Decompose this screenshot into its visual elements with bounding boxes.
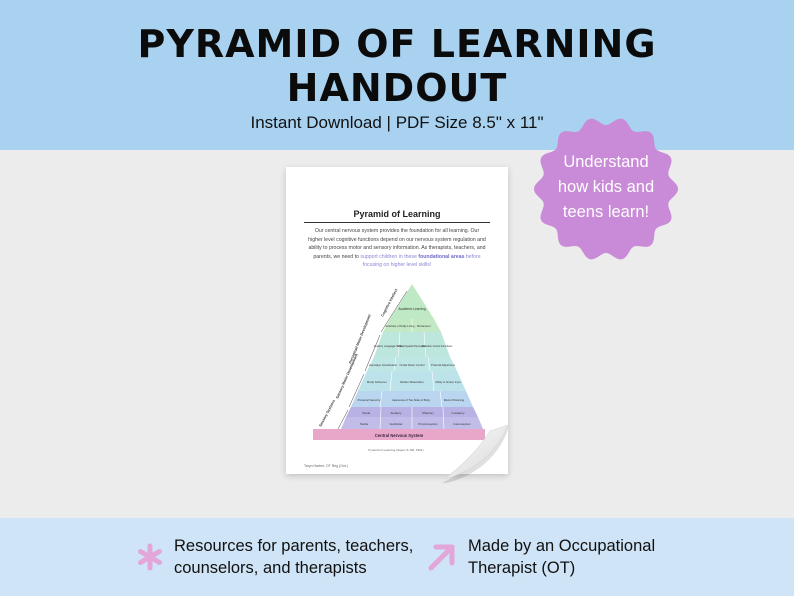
side-label-sensory-systems: Sensory Systems (318, 399, 336, 428)
feature-made-by-ot-text: Made by an Occupational Therapist (OT) (468, 537, 656, 577)
sense-interoception: Interoception (453, 422, 471, 426)
sense-vestibular: Vestibular (389, 422, 403, 426)
side-label-cognitive: Cognitive Intellect (380, 288, 399, 318)
level-hand-eye: Hand-Eye Coordination (369, 364, 397, 367)
level-postural-security: Postural Security (357, 398, 381, 402)
side-label-sensory-motor: Sensory Motor Development (335, 353, 359, 400)
badge-line-1: Understand (563, 153, 649, 171)
level-ocular-motor: Ocular Motor Control (399, 364, 425, 367)
level-screen-input: Ability to Screen Input (435, 381, 461, 384)
handout-source: Pyramid of Learning (Sapon & Taft, 1991) (368, 448, 424, 452)
level-postural-adjustment: Postural Adjustment (431, 364, 455, 367)
feature-made-by-ot (426, 535, 668, 579)
level-body-schemer: Body Schemer (367, 380, 387, 384)
intro-highlight-3: before focusing on higher level skills! (362, 253, 481, 269)
level-central-nervous-system: Central Nervous System (374, 433, 424, 438)
side-label-perceptual: Perceptual Motor Development (348, 313, 372, 365)
intro-highlight-1: support children in these (360, 253, 419, 260)
intro-main: Our central nervous system provides the foundation for all learning. Our higher level cognitive functions depend on our nervous system regulation and ability to process motor and sensory information. As therapists, teachers, and parents, we need to (308, 228, 486, 260)
page-title (0, 22, 794, 110)
badge-line-3: teens learn! (562, 203, 650, 221)
subtitle: Instant Download | PDF Size 8.5" x 11" (250, 113, 544, 132)
level-two-sides: Awareness of Two Sides of Body (392, 399, 430, 402)
feature-resources (136, 535, 424, 579)
level-motor-planning: Motor Planning (443, 398, 465, 402)
level-adl: Activities of Daily Living (385, 324, 415, 328)
handout-title: Pyramid of Learning (353, 209, 441, 219)
sense-olfactory: Olfactory (421, 411, 435, 415)
level-academic: Academic Learning (398, 307, 426, 311)
level-reflex-maturation: Reflex Maturation (400, 380, 424, 384)
level-behaviour: Behaviour (417, 324, 431, 328)
sense-gustatory: Gustatory (451, 411, 465, 415)
intro-highlight-2: foundational areas (418, 253, 465, 260)
level-auditory-language: Auditory Language Skills (373, 345, 403, 348)
handout-author: Taryn Harber, OT Reg (Ont.) (304, 464, 349, 468)
feature-resources-text: Resources for parents, teachers, counselors, and therapists (174, 537, 414, 577)
sense-auditory: Auditory (390, 411, 402, 415)
title-line-1: PYRAMID OF LEARNING (137, 22, 657, 66)
level-attention: Attention Centre Functions (421, 345, 453, 348)
sense-visual: Visual (361, 411, 371, 415)
page-curl-icon (440, 425, 512, 487)
title-line-2: HANDOUT (286, 66, 508, 110)
asterisk-icon (136, 543, 164, 571)
sense-proprioception: Proprioception (418, 422, 438, 426)
badge-line-2: how kids and (557, 178, 655, 196)
sense-tactile: Tactile (359, 422, 369, 426)
level-visual-spatial: Visual-Spatial Perception (397, 345, 427, 348)
arrow-up-right-icon (426, 541, 458, 573)
badge-text (532, 150, 680, 225)
